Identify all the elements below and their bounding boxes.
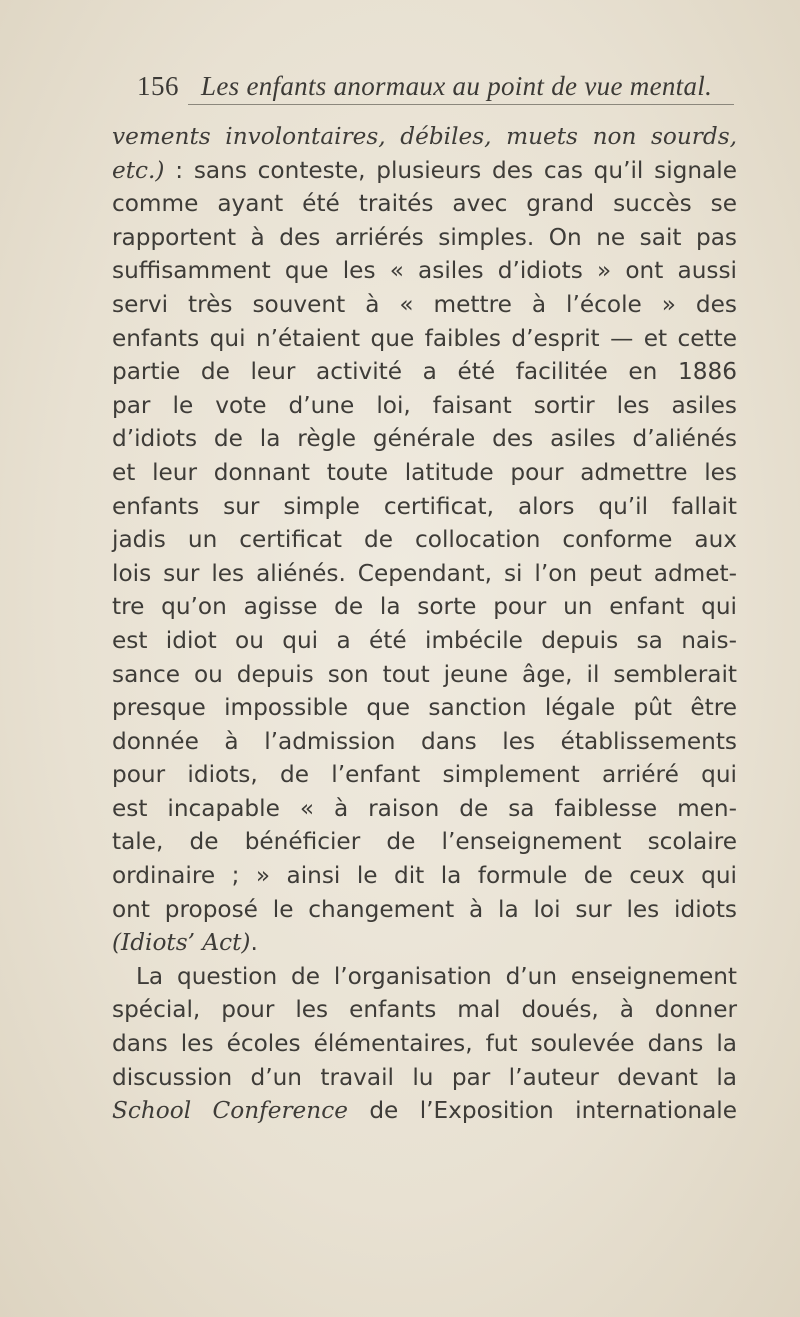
text-line: d’idiots de la règle générale des asiles d’aliénés xyxy=(112,425,737,453)
text-run: de l’Exposition internationale xyxy=(347,1097,737,1125)
running-title: Les enfants anormaux au point de vue mental. xyxy=(201,71,713,101)
text-line: enfants sur simple certificat, alors qu’il fallait xyxy=(112,492,737,520)
text-line: spécial, pour les enfants mal doués, à donner xyxy=(112,996,737,1024)
text-italic: etc.) xyxy=(112,156,165,184)
text-run: . xyxy=(250,929,258,957)
text-line: ont proposé le changement à la loi sur les idiots xyxy=(112,895,737,923)
text-line: discussion d’un travail lu par l’auteur devant la xyxy=(112,1063,737,1091)
text-line: est incapable « à raison de sa faiblesse men- xyxy=(112,794,737,822)
text-line: est idiot ou qui a été imbécile depuis sa nais- xyxy=(112,626,737,654)
page-number: 156 xyxy=(137,71,179,101)
text-line: vements involontaires, débiles, muets non sourds, xyxy=(112,123,737,150)
text-line: suffisamment que les « asiles d’idiots » ont aussi xyxy=(112,257,737,285)
text-line: et leur donnant toute latitude pour admettre les xyxy=(112,458,737,486)
text-line: presque impossible que sanction légale pût être xyxy=(112,694,737,722)
text-italic: School Conference xyxy=(112,1097,348,1125)
text-line: par le vote d’une loi, faisant sortir les asiles xyxy=(112,391,737,419)
text-line: sance ou depuis son tout jeune âge, il semblerait xyxy=(112,660,737,688)
text-line xyxy=(112,926,737,960)
text-line: La question de l’organisation d’un enseignement xyxy=(136,962,737,990)
text-line: pour idiots, de l’enfant simplement arriéré qui xyxy=(112,761,737,789)
text-line: lois sur les aliénés. Cependant, si l’on peut admet- xyxy=(112,559,737,587)
text-line: enfants qui n’étaient que faibles d’esprit — et cette xyxy=(112,324,737,352)
text-run: : sans conteste, plusieurs des cas qu’il signale xyxy=(164,156,737,184)
text-line: rapportent à des arriérés simples. On ne sait pas xyxy=(112,223,737,251)
text-line: tre qu’on agisse de la sorte pour un enfant qui xyxy=(112,593,737,621)
text-line: tale, de bénéficier de l’enseignement scolaire xyxy=(112,828,737,856)
body-text xyxy=(112,120,737,1128)
text-line xyxy=(112,154,737,188)
text-line: partie de leur activité a été facilitée en 1886 xyxy=(112,358,737,386)
text-line: ordinaire ; » ainsi le dit la formule de ceux qui xyxy=(112,862,737,890)
text-italic: (Idiots’ Act) xyxy=(112,929,251,957)
text-line: comme ayant été traités avec grand succès se xyxy=(112,190,737,218)
text-line: donnée à l’admission dans les établissements xyxy=(112,727,737,755)
text-line xyxy=(112,1094,737,1128)
text-line: servi très souvent à « mettre à l’école » des xyxy=(112,290,737,318)
text-line: jadis un certificat de collocation conforme aux xyxy=(112,526,737,554)
text-line: dans les écoles élémentaires, fut soulevée dans la xyxy=(112,1030,737,1058)
running-head xyxy=(137,66,737,106)
header-rule xyxy=(188,104,734,105)
